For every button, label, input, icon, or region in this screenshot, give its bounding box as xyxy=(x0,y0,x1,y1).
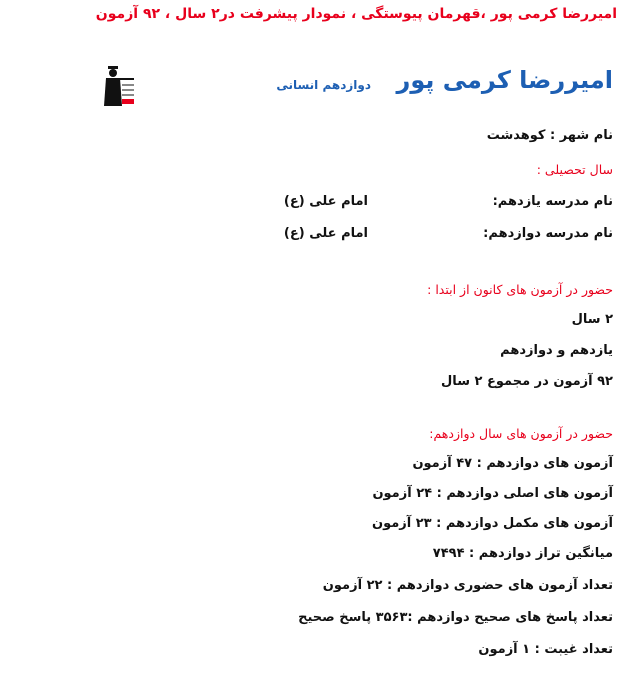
kanoon-logo-icon xyxy=(102,64,138,108)
grade12-item: تعداد آزمون های حضوری دوازدهم : ۲۲ آزمون xyxy=(322,578,613,593)
city-line: نام شهر : کوهدشت xyxy=(486,128,613,143)
school11-label: نام مدرسه یازدهم: xyxy=(492,194,613,209)
grade12-heading: حضور در آزمون های سال دوازدهم: xyxy=(429,426,613,441)
attendance-heading: حضور در آزمون های کانون از ابتدا : xyxy=(427,282,613,297)
grade12-item: آزمون های دوازدهم : ۴۷ آزمون xyxy=(412,456,613,471)
student-grade: دوازدهم انسانی xyxy=(276,78,371,92)
page-title: امیررضا کرمی پور ،قهرمان پیوستگی ، نمودار پیشرفت در۲ سال ، ۹۲ آزمون xyxy=(95,6,617,22)
student-name: امیررضا کرمی پور xyxy=(396,66,613,94)
school12-label: نام مدرسه دوازدهم: xyxy=(483,226,613,241)
school11-value: امام علی (ع) xyxy=(283,194,368,209)
school12-value: امام علی (ع) xyxy=(283,226,368,241)
grade12-item: تعداد پاسخ های صحیح دوازدهم :۳۵۶۳ پاسخ صحیح xyxy=(298,610,613,625)
attendance-item: ۹۲ آزمون در مجموع ۲ سال xyxy=(441,374,613,389)
academic-year-label: سال تحصیلی : xyxy=(536,162,613,177)
attendance-item: ۲ سال xyxy=(571,312,613,327)
grade12-item: تعداد غیبت : ۱ آزمون xyxy=(478,642,613,657)
grade12-item: میانگین تراز دوازدهم : ۷۴۹۴ xyxy=(432,546,613,561)
grade12-item: آزمون های اصلی دوازدهم : ۲۴ آزمون xyxy=(372,486,613,501)
grade12-item: آزمون های مکمل دوازدهم : ۲۳ آزمون xyxy=(371,516,613,531)
attendance-item: یازدهم و دوازدهم xyxy=(500,343,613,358)
